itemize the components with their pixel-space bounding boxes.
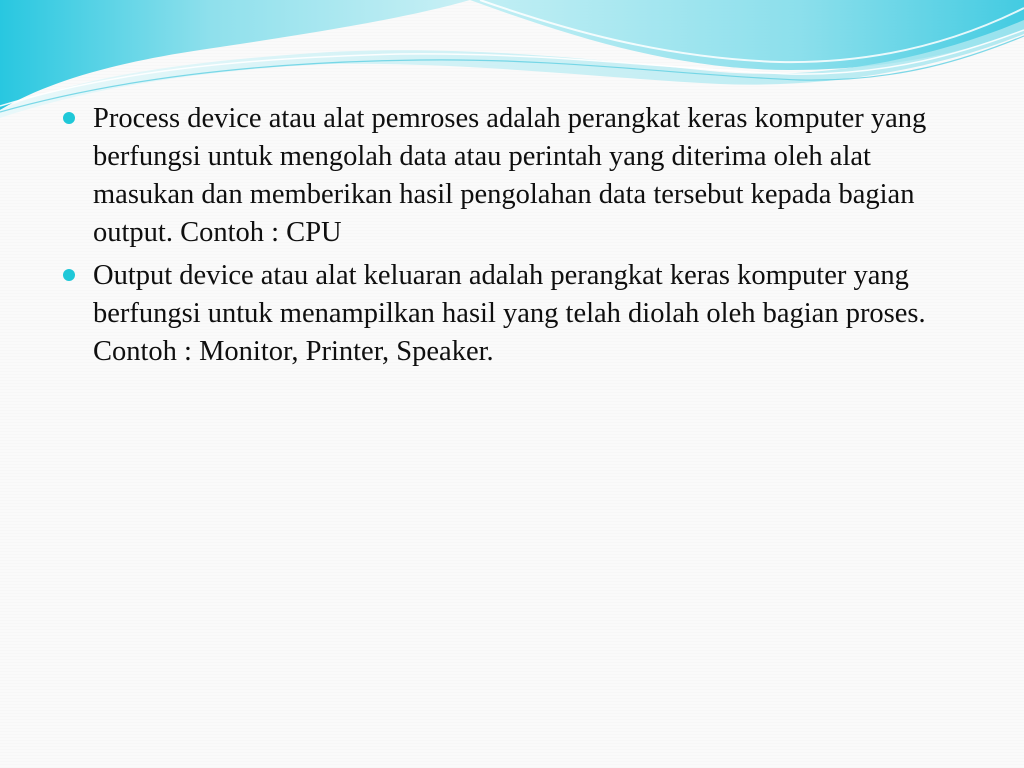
bullet-item-output-device	[62, 257, 962, 371]
bullet-text: Process device atau alat pemroses adalah perangkat keras komputer yang berfungsi untuk mengolah data atau perintah yang diterima oleh alat masukan dan memberikan hasil pengolahan data tersebut kepada bagian output. Contoh : CPU	[93, 103, 927, 248]
bullet-text: Output device atau alat keluaran adalah perangkat keras komputer yang berfungsi untuk menampilkan hasil yang telah diolah oleh bagian proses. Contoh : Monitor, Printer, Speaker.	[93, 260, 926, 367]
bullet-item-process-device	[62, 100, 962, 252]
bullet-list	[62, 100, 962, 376]
bullet-dot-icon	[63, 269, 75, 281]
bullet-dot-icon	[63, 112, 75, 124]
